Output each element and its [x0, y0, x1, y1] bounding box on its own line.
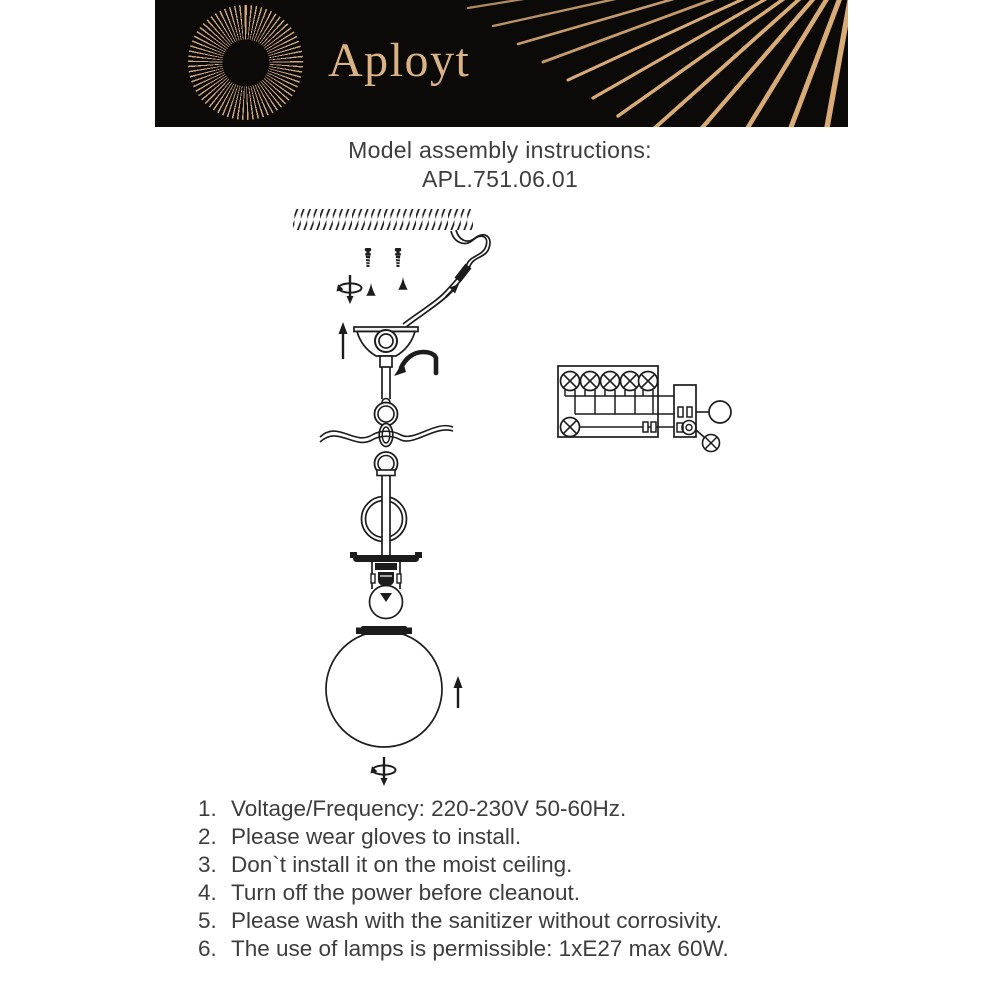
list-item: [198, 825, 958, 848]
item-text: Voltage/Frequency: 220-230V 50-60Hz.: [231, 796, 627, 821]
mains-wire: [403, 230, 490, 327]
sunburst-logo-icon: [188, 5, 303, 120]
item-text: Please wear gloves to install.: [231, 824, 522, 849]
item-text: The use of lamps is permissible: 1xE27 max 60W.: [231, 936, 729, 961]
power-source: [709, 401, 731, 423]
mounting-hardware: [337, 248, 408, 304]
item-text: Please wash with the sanitizer without corrosivity.: [231, 908, 723, 933]
glass-globe: [326, 626, 442, 747]
list-item: [198, 853, 958, 876]
instructions-list: [198, 797, 958, 965]
lamp-symbol: [703, 435, 720, 452]
list-item: [198, 937, 958, 960]
wiring-diagram: [558, 366, 731, 452]
item-number: 6.: [198, 936, 217, 961]
item-number: 1.: [198, 796, 217, 821]
model-number: APL.751.06.01: [421, 166, 579, 192]
list-item: [198, 797, 958, 820]
hanging-hook-icon: [394, 352, 436, 376]
item-text: Turn off the power before cleanout.: [231, 880, 580, 905]
item-number: 2.: [198, 824, 217, 849]
item-number: 3.: [198, 852, 217, 877]
lamp-symbol: [581, 372, 600, 391]
rotate-globe-icon: [371, 757, 396, 786]
brand-banner: [155, 0, 848, 127]
corner-rays-icon: [428, 0, 848, 127]
lamp-symbol: [561, 418, 580, 437]
rotate-screw-icon: [337, 275, 362, 304]
list-item: [198, 881, 958, 904]
title-block: [0, 136, 1000, 194]
lamp-symbol: [601, 372, 620, 391]
lamp-socket-assembly: [350, 552, 422, 619]
rod-and-ring: [362, 470, 407, 556]
item-number: 5.: [198, 908, 217, 933]
page-title: Model assembly instructions:: [348, 137, 652, 163]
lamp-symbol: [561, 372, 580, 391]
ceiling-canopy: [354, 327, 418, 367]
ceiling-hatch: [293, 209, 473, 230]
item-text: Don`t install it on the moist ceiling.: [231, 852, 573, 877]
brand-name: Aployt: [328, 33, 471, 87]
lamp-socket: [378, 572, 394, 586]
mounting-flange: [353, 555, 419, 562]
wire-terminal: [456, 265, 471, 281]
up-arrow: [339, 322, 348, 359]
item-number: 4.: [198, 880, 217, 905]
suspension-chain: [320, 367, 453, 475]
up-arrow: [454, 676, 463, 708]
lamp-symbol: [639, 372, 658, 391]
lamp-symbol: [621, 372, 640, 391]
list-item: [198, 909, 958, 932]
assembly-diagram: [0, 195, 1000, 795]
